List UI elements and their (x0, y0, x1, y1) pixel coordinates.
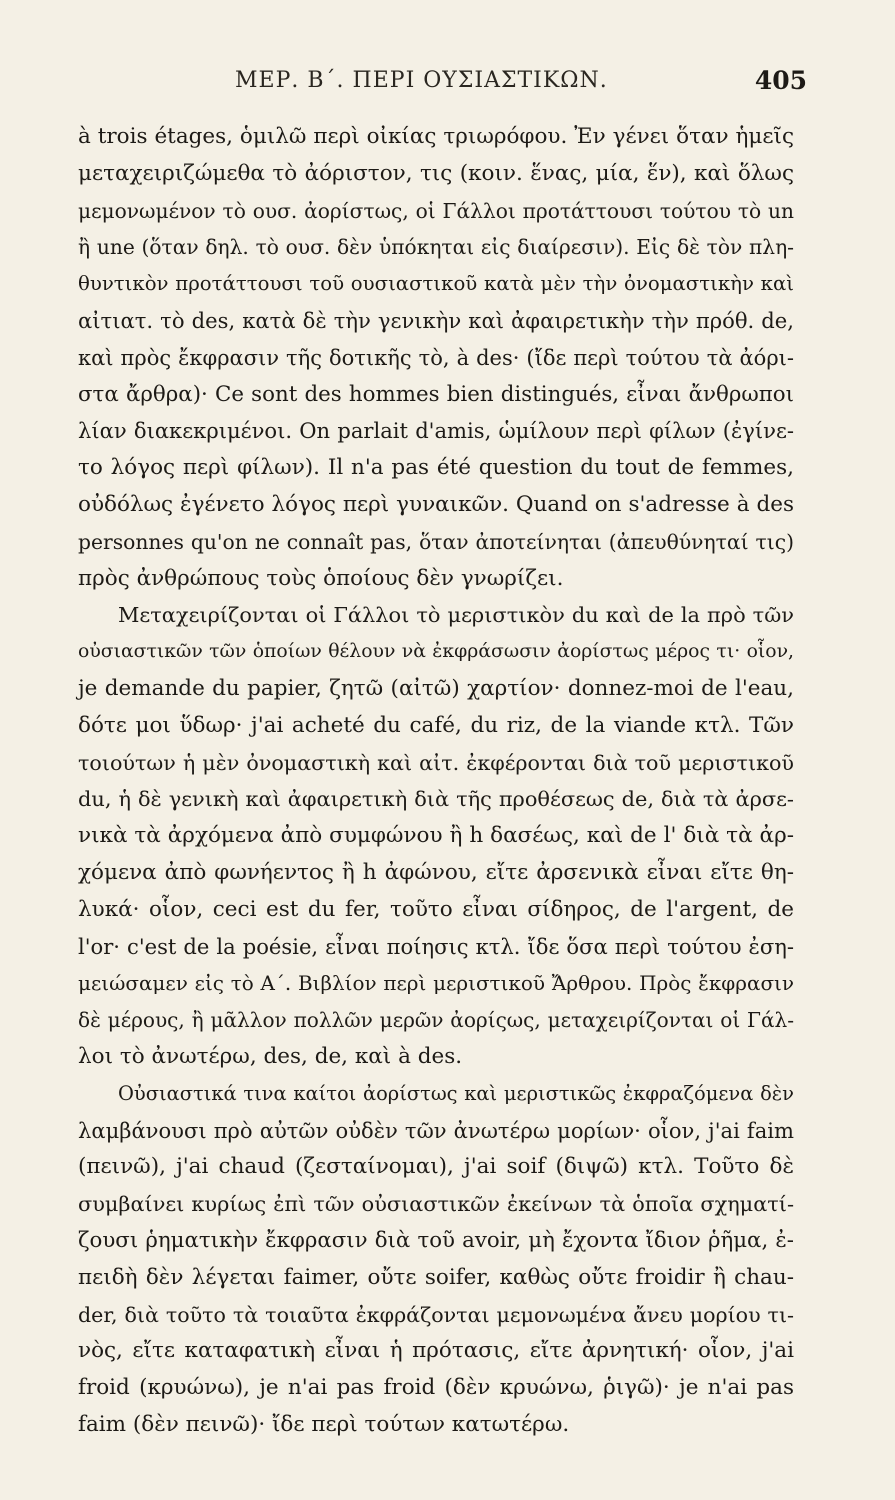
page-number: 405 (754, 66, 807, 95)
page-header (95, 66, 807, 108)
text-line: Οὐσιαστικά τινα καίτοι ἀορίστως καὶ μεριστικῶς ἐκφραζόμενα δὲν (118, 1081, 794, 1105)
text-line: ἢ une (ὅταν δηλ. τὸ ουσ. δὲν ὑπόκηται εἰς διαίρεσιν). Εἰς δὲ τὸν πλη- (78, 235, 794, 260)
text-line: je demande du papier, ζητῶ (αἰτῶ) χαρτίον· donnez-moi de l'eau, (78, 675, 794, 701)
text-line: à trois étages, ὁμιλῶ περὶ οἰκίας τριωρόφου. Ἐν γένει ὅταν ἡμεῖς (78, 124, 794, 149)
text-line: μεμονωμένον τὸ ουσ. ἀορίστως, οἱ Γάλλοι προτάττουσι τούτου τὸ un (78, 198, 794, 223)
text-line: du, ἡ δὲ γενικὴ καὶ ἀφαιρετικὴ διὰ τῆς προθέσεως de, διὰ τὰ ἀρσε- (78, 787, 794, 812)
text-line: λαμβάνουσι πρὸ αὐτῶν οὐδὲν τῶν ἀνωτέρω μορίων· οἷον, j'ai faim (78, 1117, 794, 1143)
text-line: (πεινῶ), j'ai chaud (ζεσταίνομαι), j'ai soif (διψῶ) κτλ. Τοῦτο δὲ (78, 1154, 794, 1180)
text-line: personnes qu'on ne connaît pas, ὅταν ἀποτείνηται (ἀπευθύνηταί τις) (78, 529, 794, 554)
text-line: θυντικὸν προτάττουσι τοῦ ουσιαστικοῦ κατὰ μὲν τὴν ὀνομαστικὴν καὶ (78, 272, 794, 296)
text-line: οὐδόλως ἐγένετο λόγος περὶ γυναικῶν. Quand on s'adresse à des (78, 491, 794, 517)
text-line: νὸς, εἴτε καταφατικὴ εἶναι ἡ πρότασις, εἴτε ἀρνητική· οἷον, j'ai (78, 1338, 794, 1364)
text-line: τοιούτων ἡ μὲν ὀνομαστικὴ καὶ αἰτ. ἐκφέρονται διὰ τοῦ μεριστικοῦ (78, 750, 794, 775)
text-line: οὐσιαστικῶν τῶν ὁποίων θέλουν νὰ ἐκφράσωσιν ἀορίστως μέρος τι· οἷον, (78, 641, 794, 663)
text-line: ζουσι ῥηματικὴν ἔκφρασιν διὰ τοῦ avoir, μὴ ἔχοντα ἴδιον ῥῆμα, ἐ- (78, 1227, 794, 1253)
text-line: το λόγος περὶ φίλων). Il n'a pas été question du tout de femmes, (78, 455, 794, 481)
text-line: μειώσαμεν εἰς τὸ Α΄. Βιβλίον περὶ μεριστικοῦ Ἄρθρου. Πρὸς ἔκφρασιν (78, 971, 794, 996)
text-line: faim (δὲν πεινῶ)· ἴδε περὶ τούτων κατωτέρω. (78, 1411, 570, 1437)
running-head: ΜΕΡ. Β΄. ΠΕΡΙ ΟΥΣΙΑΣΤΙΚΩΝ. (235, 68, 608, 93)
text-line: αἰτιατ. τὸ des, κατὰ δὲ τὴν γενικὴν καὶ ἀφαιρετικὴν τὴν πρόθ. de, (78, 307, 794, 333)
text-line: συμβαίνει κυρίως ἐπὶ τῶν οὐσιαστικῶν ἐκείνων τὰ ὁποῖα σχηματί- (78, 1192, 794, 1217)
text-line: χόμενα ἀπὸ φωνήεντος ἢ h ἀφώνου, εἴτε ἀρσενικὰ εἶναι εἴτε θη- (78, 859, 794, 885)
text-line: der, διὰ τοῦτο τὰ τοιαῦτα ἐκφράζονται μεμονωμένα ἄνευ μορίου τι- (78, 1302, 794, 1327)
text-line: δότε μοι ὕδωρ· j'ai acheté du café, du riz, de la viande κτλ. Τῶν (78, 712, 794, 738)
body-text (78, 119, 794, 1444)
text-line: πρὸς ἀνθρώπους τοὺς ὁποίους δὲν γνωρίζει. (78, 565, 564, 591)
text-line: στα ἄρθρα)· Ce sont des hommes bien distingués, εἶναι ἄνθρωποι (78, 381, 794, 407)
text-line: λίαν διακεκριμένοι. On parlait d'amis, ὡμίλουν περὶ φίλων (ἐγίνε- (78, 418, 794, 444)
text-line: λυκά· οἷον, ceci est du fer, τοῦτο εἶναι σίδηρος, de l'argent, de (78, 896, 794, 922)
text-line: Μεταχειρίζονται οἱ Γάλλοι τὸ μεριστικὸν du καὶ de la πρὸ τῶν (118, 603, 794, 628)
text-line: froid (κρυώνω), je n'ai pas froid (δὲν κρυώνω, ῥιγῶ)· je n'ai pas (78, 1375, 794, 1401)
text-line: καὶ πρὸς ἔκφρασιν τῆς δοτικῆς τὸ, à des· (ἴδε περὶ τούτου τὰ ἀόρι- (78, 344, 794, 370)
text-line: δὲ μέρους, ἢ μᾶλλον πολλῶν μερῶν ἀορίςως, μεταχειρίζονται οἱ Γάλ- (78, 1008, 794, 1033)
text-line: l'or· c'est de la poésie, εἶναι ποίησις κτλ. ἴδε ὅσα περὶ τούτου ἐση- (78, 933, 794, 959)
text-line: μεταχειριζώμεθα τὸ ἀόριστον, τις (κοιν. ἕνας, μία, ἕν), καὶ ὅλως (78, 160, 794, 186)
text-line: νικὰ τὰ ἀρχόμενα ἀπὸ συμφώνου ἢ h δασέως, καὶ de l' διὰ τὰ ἀρ- (78, 823, 794, 849)
text-line: λοι τὸ ἀνωτέρω, des, de, καὶ à des. (78, 1043, 463, 1069)
text-line: πειδὴ δὲν λέγεται faimer, οὔτε soifer, καθὼς οὔτε froidir ἢ chau- (78, 1264, 794, 1290)
